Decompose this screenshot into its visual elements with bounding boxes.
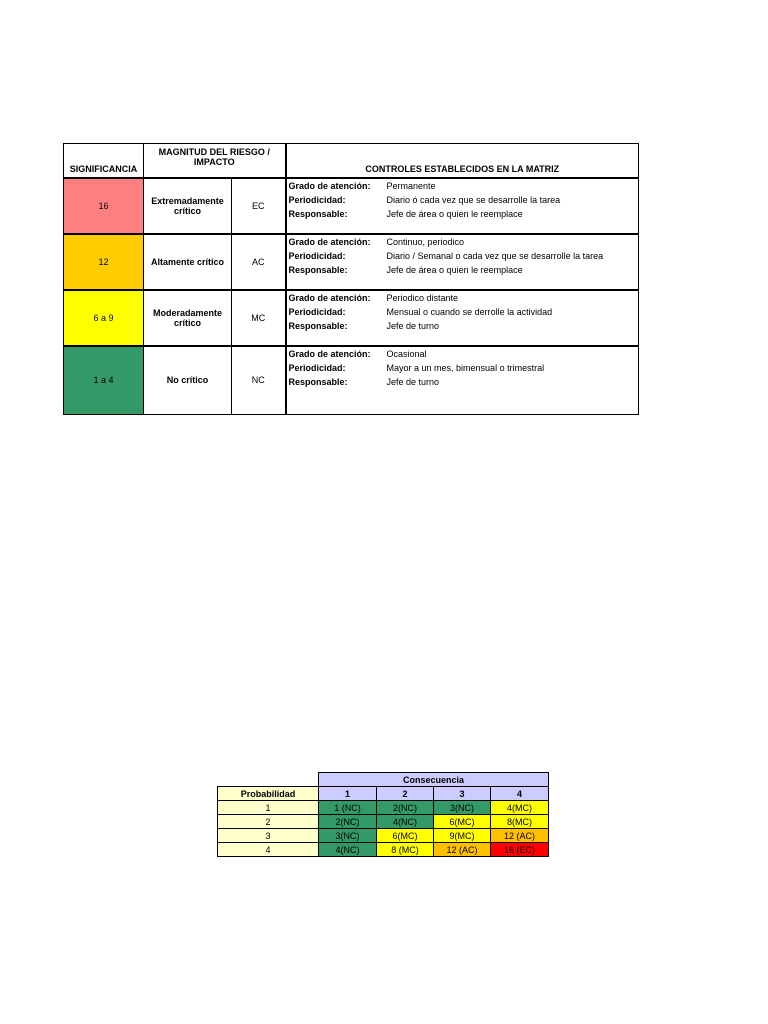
periodicidad-value: Diario / Semanal o cada vez que se desarrolle la tarea [386, 251, 604, 261]
periodicidad-label: Periodicidad: [288, 251, 346, 261]
grado-label: Grado de atención: [288, 349, 371, 359]
responsable-label: Responsable: [288, 265, 348, 275]
controls-cell [286, 234, 639, 290]
significancia-cell: 6 a 9 [64, 290, 144, 346]
grado-value: Periodico distante [386, 293, 459, 303]
header-controles: CONTROLES ESTABLECIDOS EN LA MATRIZ [286, 144, 639, 179]
matrix-row [218, 829, 549, 843]
matrix-cell: 4(MC) [491, 801, 549, 815]
matrix-corner [218, 773, 319, 787]
matrix-cell: 16 (EC) [491, 843, 549, 857]
matrix-row [218, 815, 549, 829]
matrix-cell: 12 (AC) [434, 843, 491, 857]
responsable-value: Jefe de turno [386, 377, 440, 387]
controls-cell [286, 178, 639, 234]
responsable-value: Jefe de turno [386, 321, 440, 331]
matrix-cell: 1 (NC) [319, 801, 377, 815]
controls-cell [286, 346, 639, 414]
consecuencia-value: 4 [491, 787, 549, 801]
periodicidad-label: Periodicidad: [288, 307, 346, 317]
periodicidad-value: Mayor a un mes, bimensual o trimestral [386, 363, 545, 373]
grado-value: Ocasional [386, 349, 427, 359]
code-cell: EC [232, 178, 286, 234]
consecuencia-header: Consecuencia [319, 773, 549, 787]
grado-label: Grado de atención: [288, 293, 371, 303]
probabilidad-value: 2 [218, 815, 319, 829]
responsable-label: Responsable: [288, 377, 348, 387]
responsable-value: Jefe de área o quien le reemplace [386, 209, 523, 219]
code-cell: AC [232, 234, 286, 290]
controls-cell [286, 290, 639, 346]
matrix-cell: 4(NC) [377, 815, 434, 829]
matrix-cell: 6(MC) [434, 815, 491, 829]
grado-label: Grado de atención: [288, 237, 371, 247]
grado-label: Grado de atención: [288, 181, 371, 191]
risk-row-ac [64, 234, 639, 290]
significancia-cell: 16 [64, 178, 144, 234]
matrix-cell: 8 (MC) [377, 843, 434, 857]
magnitud-cell: No crítico [144, 346, 232, 414]
magnitud-cell: Moderadamente crítico [144, 290, 232, 346]
magnitud-cell: Extremadamente crítico [144, 178, 232, 234]
header-significancia: SIGNIFICANCIA [64, 144, 144, 179]
magnitud-cell: Altamente crítico [144, 234, 232, 290]
significancia-cell: 1 a 4 [64, 346, 144, 414]
consecuencia-value: 2 [377, 787, 434, 801]
matrix-cell: 12 (AC) [491, 829, 549, 843]
risk-controls-table [63, 143, 639, 415]
grado-value: Continuo, periodico [386, 237, 465, 247]
probabilidad-header: Probabilidad [218, 787, 319, 801]
consecuencia-value: 3 [434, 787, 491, 801]
probabilidad-value: 1 [218, 801, 319, 815]
header-magnitud: MAGNITUD DEL RIESGO / IMPACTO [144, 144, 286, 179]
consecuencia-value: 1 [319, 787, 377, 801]
matrix-cell: 3(NC) [434, 801, 491, 815]
significancia-cell: 12 [64, 234, 144, 290]
responsable-label: Responsable: [288, 209, 348, 219]
matrix-cell: 2(NC) [319, 815, 377, 829]
risk-row-nc [64, 346, 639, 414]
matrix-cell: 9(MC) [434, 829, 491, 843]
risk-matrix [217, 772, 549, 857]
periodicidad-label: Periodicidad: [288, 195, 346, 205]
periodicidad-value: Mensual o cuando se derrolle la actividad [386, 307, 553, 317]
matrix-cell: 6(MC) [377, 829, 434, 843]
risk-row-mc [64, 290, 639, 346]
matrix-row [218, 801, 549, 815]
periodicidad-label: Periodicidad: [288, 363, 346, 373]
code-cell: NC [232, 346, 286, 414]
probabilidad-value: 4 [218, 843, 319, 857]
periodicidad-value: Diario ó cada vez que se desarrolle la tarea [386, 195, 561, 205]
risk-row-ec [64, 178, 639, 234]
matrix-cell: 3(NC) [319, 829, 377, 843]
matrix-cell: 8(MC) [491, 815, 549, 829]
code-cell: MC [232, 290, 286, 346]
matrix-cell: 4(NC) [319, 843, 377, 857]
matrix-cell: 2(NC) [377, 801, 434, 815]
responsable-value: Jefe de área o quien le reemplace [386, 265, 523, 275]
probabilidad-value: 3 [218, 829, 319, 843]
matrix-row [218, 843, 549, 857]
responsable-label: Responsable: [288, 321, 348, 331]
grado-value: Permanente [386, 181, 436, 191]
